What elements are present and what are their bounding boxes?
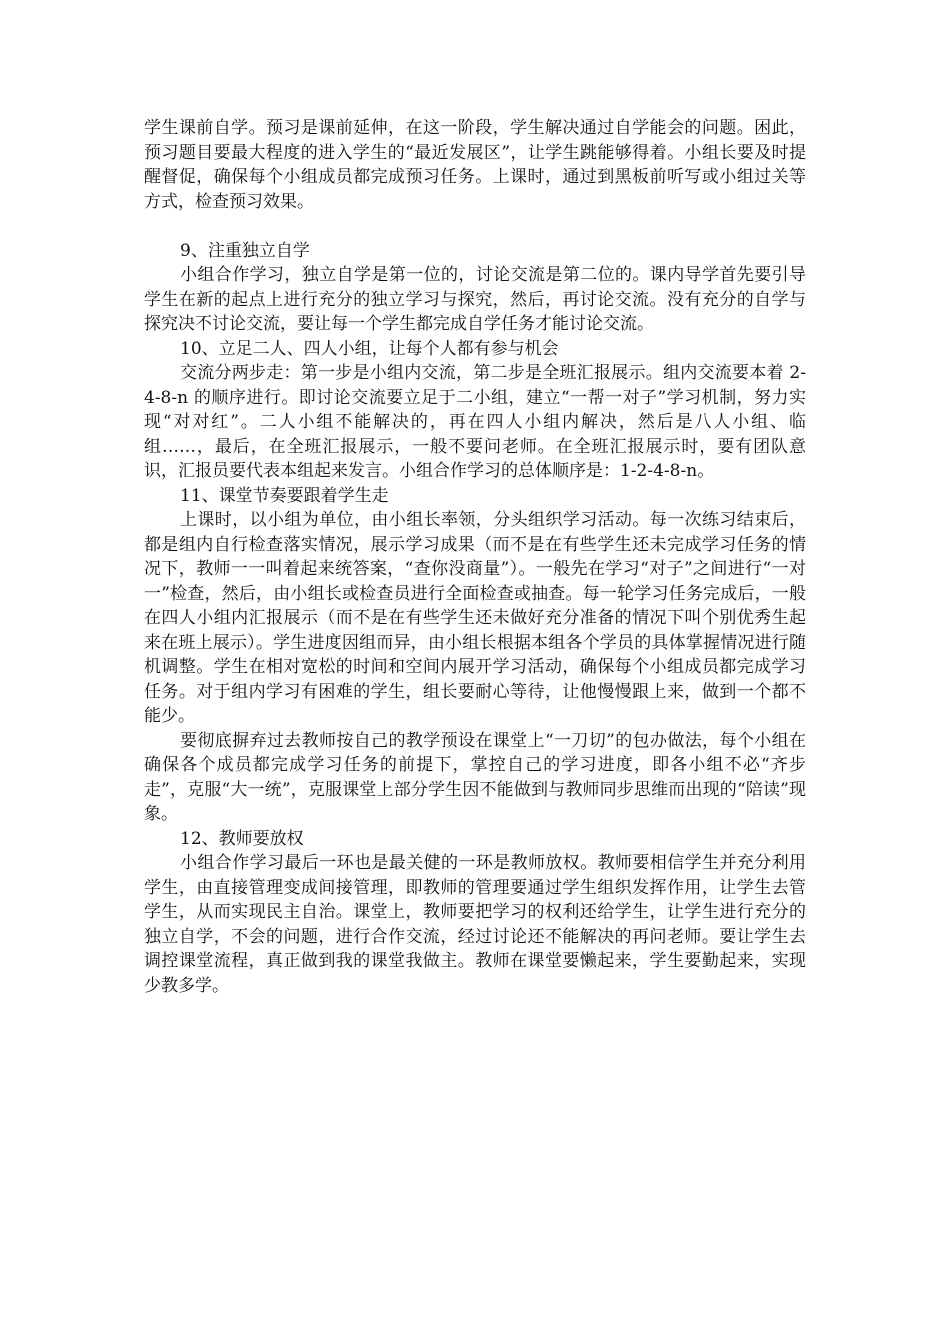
paragraph-preview-continuation: 学生课前自学。预习是课前延伸，在这一阶段，学生解决通过自学能会的问题。困此，预习题目要最大程度的进入学生的“最近发展区”，让学生跳能够得着。小组长要及时提醒督促，确保每个小组成员都完成预习任务。上课时，通过到黑板前听写或小组过关等方式，检查预习效果。 xyxy=(144,118,806,212)
paragraph-item-9: 小组合作学习，独立自学是第一位的，讨论交流是第二位的。课内导学首先要引导学生在新的起点上进行充分的独立学习与探究，然后，再讨论交流。没有充分的自学与探究决不讨论交流，要让每一个学生都完成自学任务才能讨论交流。 xyxy=(144,265,806,334)
paragraph-item-12: 小组合作学习最后一环也是最关健的一环是教师放权。教师要相信学生并充分利用学生，由直接管理变成间接管理，即教师的管理要通过学生组织发挥作用，让学生去管学生，从而实现民主自治。课堂上，教师要把学习的权利还给学生，让学生进行充分的独立自学，不会的问题，进行合作交流，经过讨论还不能解决的再问老师。要让学生去调控课堂流程，真正做到我的课堂我做主。教师在课堂要懒起来，学生要勤起来，实现少教多学。 xyxy=(144,853,806,996)
paragraph-item-11-a: 上课时，以小组为单位，由小组长率领，分头组织学习活动。每一次练习结束后，都是组内自行检查落实情况，展示学习成果（而不是在有些学生还未完成学习任务的情况下，教师一一叫着起来统答案，“查你没商量”）。一般先在学习“对子”之间进行“一对一”检查，然后，由小组长或检查员进行全面检查或抽查。每一轮学习任务完成后，一般在四人小组内汇报展示（而不是在有些学生还未做好充分准备的情况下叫个别优秀生起来在班上展示）。学生进度因组而异，由小组长根据本组各个学员的具体掌握情况进行随机调整。学生在相对宽松的时间和空间内展开学习活动，确保每个小组成员都完成学习任务。对于组内学习有困难的学生，组长要耐心等待，让他慢慢跟上来，做到一个都不能少。 xyxy=(144,510,806,726)
heading-item-11: 11、课堂节奏要跟着学生走 xyxy=(180,485,389,506)
paragraph-item-11-b: 要彻底摒弃过去教师按自己的教学预设在课堂上“一刀切”的包办做法，每个小组在确保各个成员都完成学习任务的前提下，掌控自己的学习进度，即各小组不必“齐步走”，克服“大一统”，克服课堂上部分学生因不能做到与教师同步思维而出现的“陪读”现象。 xyxy=(144,730,806,824)
heading-item-9: 9、注重独立自学 xyxy=(180,240,310,261)
document-page xyxy=(144,116,806,998)
blank-line xyxy=(144,214,806,239)
heading-item-12: 12、教师要放权 xyxy=(180,828,304,849)
heading-item-10: 10、立足二人、四人小组，让每个人都有参与机会 xyxy=(180,338,559,359)
paragraph-item-10: 交流分两步走：第一步是小组内交流，第二步是全班汇报展示。组内交流要本着 2-4-8-n 的顺序进行。即讨论交流要立足于二小组，建立“一帮一对子”学习机制，努力实现“对对红”。二人小组不能解决的，再在四人小组内解决，然后是八人小组、临组……，最后，在全班汇报展示，一般不要问老师。在全班汇报展示时，要有团队意识，汇报员要代表本组起来发言。小组合作学习的总体顺序是：1-2-4-8-n。 xyxy=(144,363,806,481)
